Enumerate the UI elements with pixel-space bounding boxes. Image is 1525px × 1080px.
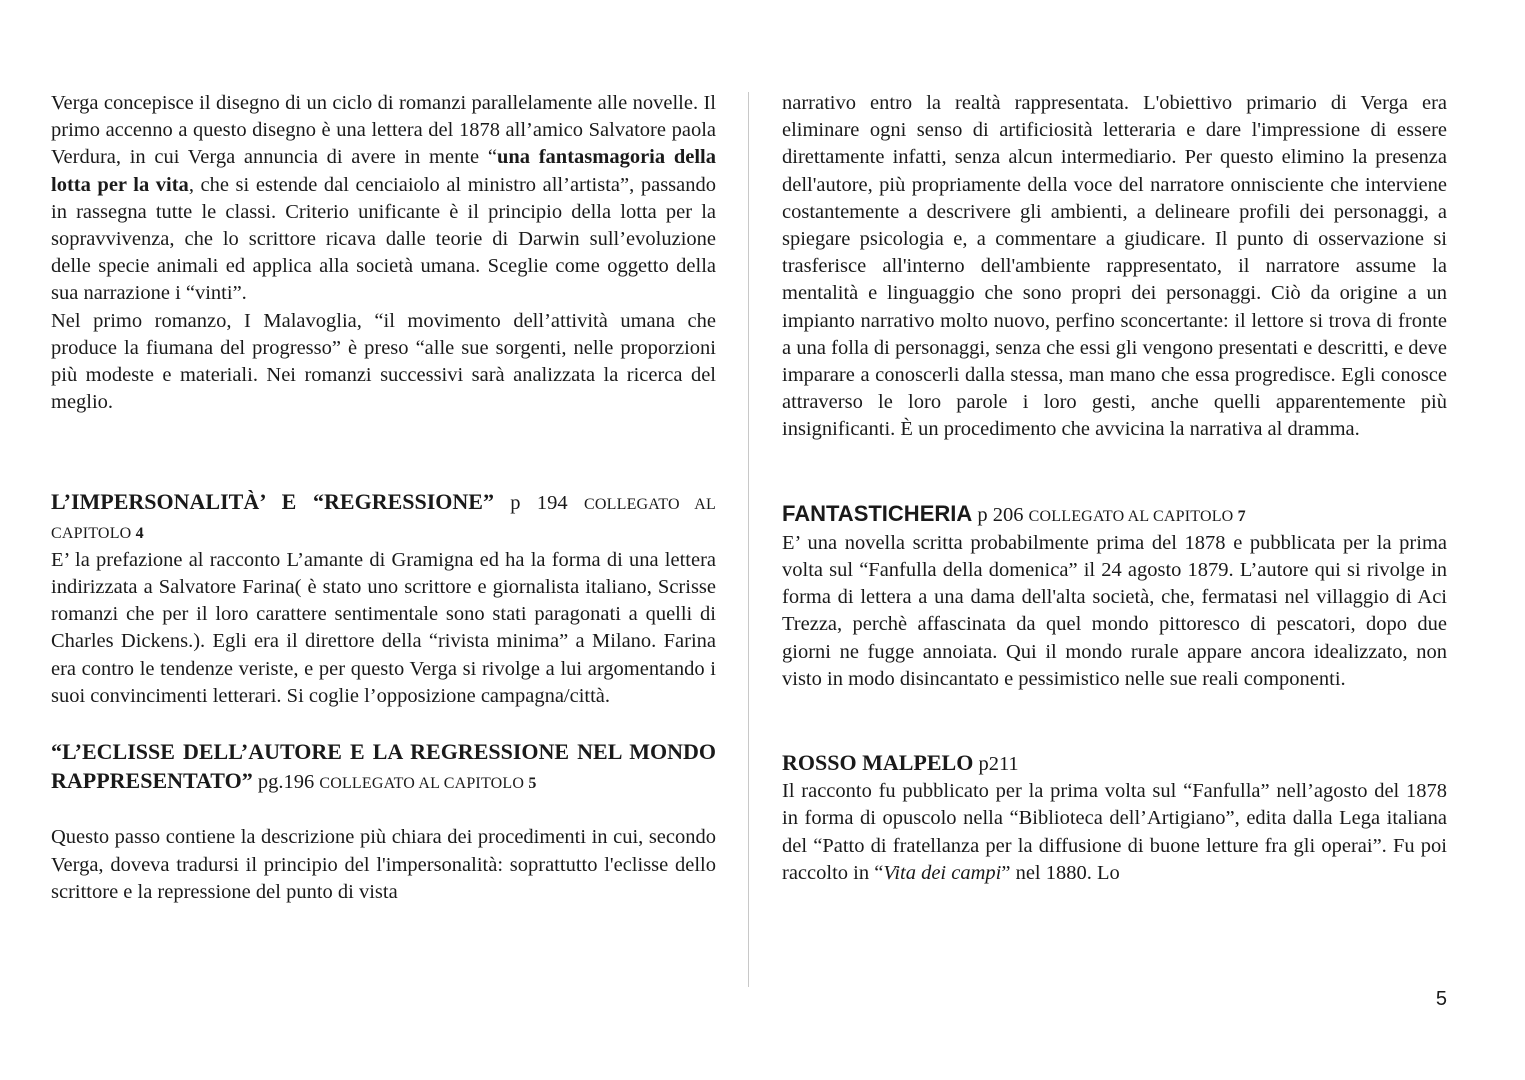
continuation-paragraph: narrativo entro la realtà rappresentata. L'obiettivo primario di Verga era eliminare ogni senso di artificiosità letteraria e dare l'impressione di essere direttamente infatti, senza alcun intermediario. Per questo elimino la presenza dell'autore, più propriamente della voce del narratore onnisciente che interviene costantemente a descrivere gli ambienti, a delineare profili dei personaggi, a spiegare psicologia e, a commentare a giudicare. Il punto di osservazione si trasferisce all'interno dell'ambiente rappresentato, il narratore assume la mentalità e linguaggio che sono propri dei personaggi. Ciò da origine a un impianto narrativo molto nuovo, perfino sconcertante: il lettore si trova di fronte a una folla di personaggi, senza che essi gli vengono presentati e descritti, e deve imparare a conoscerli dalla stessa, man mano che essa progredisce. Egli conosce attraverso le loro parole i loro gesti, anche quelli apparentemente più insignificanti. È un procedimento che avvicina la narrativa al dramma. <box>782 92 1447 441</box>
page-number: 5 <box>1435 988 1447 1010</box>
section-title: “L’ECLISSE DELL’AUTORE E LA REGRESSIONE NEL MONDO RAPPRESENTATO” <box>51 739 716 794</box>
section-eclisse-body: Questo passo contiene la descrizione più chiara dei procedimenti in cui, secondo Verga, doveva tradursi il principio del l'impersonalità: soprattutto l'eclisse dello scrittore e la repressione del punto di vista <box>51 826 716 903</box>
section-title: FANTASTICHERIA <box>782 500 973 526</box>
section-eclisse-heading <box>51 738 716 797</box>
chapter-link: COLLEGATO AL CAPITOLO 5 <box>319 775 537 793</box>
section-title: ROSSO MALPELO <box>782 750 974 776</box>
intro-paragraph: Verga concepisce il disegno di un ciclo di romanzi parallelamente alle novelle. Il primo accenno a questo disegno è una lettera del 1878 all’amico Salvatore paola Verdura, in cui Verga annuncia di avere in mente “una fantasmagoria della lotta per la vita, che si estende dal cenciaiolo al ministro all’artista”, passando in rassegna tutte le classi. Criterio unificante è il principio della lotta per la sopravvivenza, che lo scrittore ricava dalle teorie di Darwin sull’evoluzione delle specie animali ed applica alla società umana. Sceglie come oggetto della sua narrazione i “vinti”. <box>51 92 716 305</box>
page-ref: p211 <box>973 753 1019 776</box>
right-column <box>782 90 1447 887</box>
malavoglia-paragraph: Nel primo romanzo, I Malavoglia, “il movimento dell’attività umana che produce la fiumana del progresso” è preso “alle sue sorgenti, nelle proporzioni più modeste e materiali. Nei romanzi successivi sarà analizzata la ricerca del meglio. <box>51 309 716 414</box>
intro-bold-quote: una fantasmagoria della lotta per la vita <box>51 146 716 196</box>
section-fantasticheria-body: E’ una novella scritta probabilmente prima del 1878 e pubblicata per la prima volta sul “Fanfulla della domenica” il 24 agosto 1879. L’autore qui si rivolge in forma di lettera a una dama dell'alta società, che, fermatasi nel villaggio di Aci Trezza, perchè affascinata da quel mondo pittoresco di pescatori, dopo due giorni ne fugge annoiata. Qui il mondo rurale appare ancora idealizzato, non visto in modo disincantato e pessimistico nelle sue reali componenti. <box>782 531 1447 690</box>
section-impersonalita-heading <box>51 488 716 546</box>
column-divider <box>748 92 749 987</box>
left-column <box>51 90 716 906</box>
page-ref: p 194 <box>493 492 584 515</box>
section-malpelo-heading <box>782 749 1447 778</box>
page-ref: pg.196 <box>252 771 320 794</box>
chapter-link: COLLEGATO AL CAPITOLO 4 <box>51 496 716 542</box>
section-malpelo-body: Il racconto fu pubblicato per la prima volta sul “Fanfulla” nell’agosto del 1878 in forma di opuscolo nella “Biblioteca dell’Artigiano”, edita dalla Lega italiana del “Patto di fratellanza per la diffusione di buone letture fra gli operai”. Fu poi raccolto in “Vita dei campi” nel 1880. Lo <box>782 780 1447 884</box>
section-title: L’IMPERSONALITÀ’ E “REGRESSIONE” <box>51 489 494 515</box>
section-fantasticheria-heading <box>782 500 1447 530</box>
section-impersonalita-body: E’ la prefazione al racconto L’amante di Gramigna ed ha la forma di una lettera indirizzata a Salvatore Farina( è stato uno scrittore e giornalista italiano, Scrisse romanzi che per il loro carattere sentimentale sono stati paragonati a quelli di Charles Dickens.). Egli era il direttore della “rivista minima” a Milano. Farina era contro le tendenze veriste, e per questo Verga si rivolge a lui argomentando i suoi convincimenti letterari. Si coglie l’opposizione campagna/città. <box>51 548 716 707</box>
page-ref: p 206 <box>972 503 1029 526</box>
chapter-link: COLLEGATO AL CAPITOLO 7 <box>1028 507 1246 525</box>
